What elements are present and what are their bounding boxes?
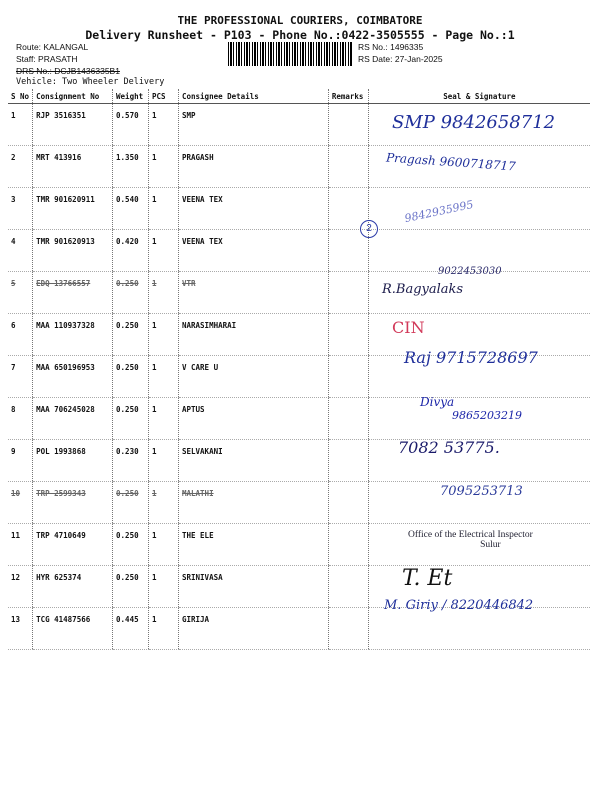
consignee-cell: VTR [178,272,328,314]
remarks-cell [328,482,368,524]
weight-cell: 0.445 [113,608,149,650]
pcs-cell: 1 [149,230,179,272]
sno-cell: 10 [8,482,33,524]
weight-cell: 0.250 [113,524,149,566]
consignee-cell: SELVAKANI [178,440,328,482]
signature-12: T. Et [402,566,453,591]
weight-cell: 0.250 [113,482,149,524]
rs-date: RS Date: 27-Jan-2025 [358,54,443,64]
remarks-cell [328,146,368,188]
official-seal [408,530,533,550]
consignment-cell: TRP 4710649 [33,524,113,566]
pcs-cell: 1 [149,104,179,146]
seal-line-1: Office of the Electrical Inspector [408,530,533,540]
consignment-cell: HYR 625374 [33,566,113,608]
table-row [8,440,590,482]
table-row [8,272,590,314]
weight-cell: 1.350 [113,146,149,188]
consignee-cell: APTUS [178,398,328,440]
consignment-cell: TRP 2599343 [33,482,113,524]
table-header-row [8,89,590,104]
pcs-cell: 1 [149,524,179,566]
sno-cell: 7 [8,356,33,398]
weight-cell: 0.250 [113,314,149,356]
signature-6: CIN [392,318,425,337]
col-remarks: Remarks [328,89,368,104]
consignee-cell: PRAGASH [178,146,328,188]
col-consignee: Consignee Details [178,89,328,104]
remarks-cell [328,608,368,650]
remark-circle: 2 [360,220,378,238]
remarks-cell [328,104,368,146]
signature-8a: Divya [420,395,455,409]
weight-cell: 0.250 [113,356,149,398]
signature-8b: 9865203219 [452,409,522,422]
consignment-cell: MAA 706245028 [33,398,113,440]
weight-cell: 0.250 [113,566,149,608]
remarks-cell [328,440,368,482]
consignment-cell: RJP 3516351 [33,104,113,146]
signature-5a: 9022453030 [438,266,502,277]
signature-2: Pragash 9600718717 [385,150,517,174]
sno-cell: 2 [8,146,33,188]
consignee-cell: V CARE U [178,356,328,398]
sno-cell: 5 [8,272,33,314]
remarks-cell [328,356,368,398]
company-title: THE PROFESSIONAL COURIERS, COIMBATORE [177,14,423,27]
col-weight: Weight [113,89,149,104]
pcs-cell: 1 [149,440,179,482]
pcs-cell: 1 [149,188,179,230]
staff-label: Staff: PRASATH [16,54,78,64]
runsheet-title: Delivery Runsheet - P103 - Phone No.:0422-3505555 - Page No.:1 [85,28,515,42]
signature-9: 7082 53775. [398,438,500,457]
col-consignment: Consignment No [33,89,113,104]
signature-7: Raj 9715728697 [404,348,538,367]
sno-cell: 3 [8,188,33,230]
consignee-cell: SRINIVASA [178,566,328,608]
signature-1: SMP 9842658712 [392,112,556,133]
signature-3: 9842935995 [403,197,475,226]
route-label: Route: KALANGAL [16,42,89,52]
sno-cell: 12 [8,566,33,608]
weight-cell: 0.540 [113,188,149,230]
consignment-cell: MRT 413916 [33,146,113,188]
consignee-cell: THE ELE [178,524,328,566]
consignee-cell: GIRIJA [178,608,328,650]
consignment-cell: EDQ 13766557 [33,272,113,314]
consignment-cell: MAA 110937328 [33,314,113,356]
signature-13: M. Giriy / 8220446842 [384,598,534,613]
sno-cell: 4 [8,230,33,272]
remarks-cell [328,272,368,314]
col-sno: S No [8,89,33,104]
seal-line-2: Sulur [480,540,501,550]
consignee-cell: SMP [178,104,328,146]
consignment-cell: TMR 901620913 [33,230,113,272]
drs-label: DRS No.: DCJB1436335B1 [16,66,120,76]
col-signature: Seal & Signature [368,89,590,104]
weight-cell: 0.230 [113,440,149,482]
consignment-cell: TMR 901620911 [33,188,113,230]
table-row [8,188,590,230]
signature-5b: R.Bagyalaks [382,282,464,297]
barcode [228,42,352,66]
sno-cell: 13 [8,608,33,650]
sno-cell: 1 [8,104,33,146]
consignee-cell: NARASIMHARAI [178,314,328,356]
consignee-cell: VEENA TEX [178,230,328,272]
weight-cell: 0.250 [113,272,149,314]
pcs-cell: 1 [149,566,179,608]
consignment-cell: POL 1993868 [33,440,113,482]
weight-cell: 0.250 [113,398,149,440]
runsheet-table [8,89,590,650]
pcs-cell: 1 [149,482,179,524]
consignment-cell: TCG 41487566 [33,608,113,650]
vehicle-label: Vehicle: Two Wheeler Delivery [16,77,165,87]
sno-cell: 8 [8,398,33,440]
pcs-cell: 1 [149,356,179,398]
remarks-cell [328,524,368,566]
consignee-cell: VEENA TEX [178,188,328,230]
sno-cell: 11 [8,524,33,566]
table-row [8,608,590,650]
consignment-cell: MAA 650196953 [33,356,113,398]
remarks-cell [328,314,368,356]
signature-cell [368,608,590,650]
sno-cell: 6 [8,314,33,356]
sno-cell: 9 [8,440,33,482]
pcs-cell: 1 [149,272,179,314]
weight-cell: 0.420 [113,230,149,272]
pcs-cell: 1 [149,398,179,440]
remarks-cell [328,398,368,440]
col-pcs: PCS [149,89,179,104]
weight-cell: 0.570 [113,104,149,146]
pcs-cell: 1 [149,314,179,356]
table-row [8,230,590,272]
pcs-cell: 1 [149,146,179,188]
signature-cell [368,188,590,230]
consignee-cell: MALATHI [178,482,328,524]
rs-number: RS No.: 1496335 [358,42,424,52]
signature-10: 7095253713 [440,484,523,499]
pcs-cell: 1 [149,608,179,650]
remarks-cell [328,566,368,608]
